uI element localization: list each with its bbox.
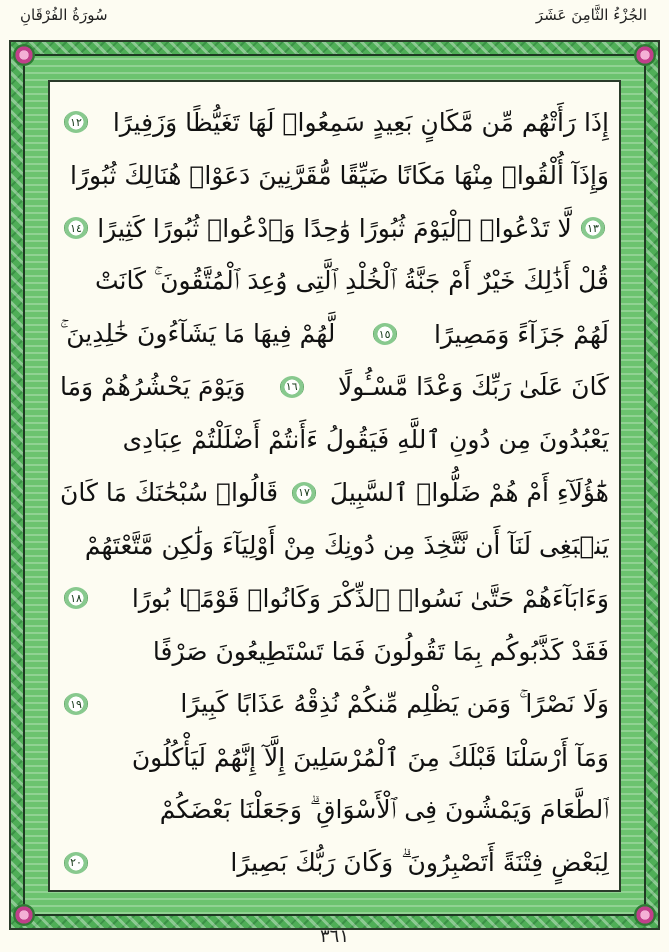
verse-text: هَٰٓؤُلَآءِ أَمْ هُمْ ضَلُّوا۟ ٱلسَّبِيلَ — [329, 478, 609, 508]
verse-line — [60, 466, 609, 519]
ayah-number-marker: ١٥ — [373, 323, 397, 345]
verse-line — [60, 731, 609, 784]
verse-text: يَنۢبَغِى لَنَآ أَن نَّتَّخِذَ مِن دُونِكَ مِنْ أَوْلِيَآءَ وَلَٰكِن مَّتَّعْتَهُمْ — [84, 531, 609, 561]
page-header — [0, 0, 669, 42]
verse-text: قَالُوا۟ سُبْحَٰنَكَ مَا كَانَ — [60, 478, 279, 508]
corner-flower-icon — [634, 44, 656, 66]
corner-flower-icon — [13, 44, 35, 66]
verse-line — [60, 96, 609, 149]
page-footer — [0, 926, 669, 952]
verse-line — [60, 519, 609, 572]
ayah-number-marker: ١٤ — [64, 217, 88, 239]
verse-text: وَيَوْمَ يَحْشُرُهُمْ وَمَا — [60, 372, 246, 402]
surah-name: سُورَةُ الفُرْقَانِ — [20, 6, 108, 24]
verse-text: كَانَ عَلَىٰ رَبِّكَ وَعْدًا مَّسْـُٔولًا — [337, 372, 609, 402]
verse-line — [60, 202, 609, 255]
verse-text: لِبَعْضٍ فِتْنَةً أَتَصْبِرُونَ ۗ وَكَانَ رَبُّكَ بَصِيرًا — [230, 847, 609, 877]
verse-text: لَّهُمْ فِيهَا مَا يَشَآءُونَ خَٰلِدِينَ ۚ — [60, 319, 336, 348]
verse-line — [60, 308, 609, 361]
ayah-number-marker: ١٧ — [292, 482, 316, 504]
corner-flower-icon — [13, 904, 35, 926]
verse-text: يَعْبُدُونَ مِن دُونِ ٱللَّهِ فَيَقُولُ ءَأَنتُمْ أَضْلَلْتُمْ عِبَادِى — [122, 425, 609, 455]
verse-text: قُلْ أَذَٰلِكَ خَيْرٌ أَمْ جَنَّةُ ٱلْخُلْدِ ٱلَّتِى وُعِدَ ٱلْمُتَّقُونَ ۚ كَانَتْ — [94, 266, 609, 296]
juz-name: الجُزْءُ الثَّامِنَ عَشَرَ — [535, 6, 647, 24]
ayah-number-marker: ١٦ — [280, 376, 304, 398]
verse-line — [60, 413, 609, 466]
verse-text: وَإِذَآ أُلْقُوا۟ مِنْهَا مَكَانًا ضَيِّقًا مُّقَرَّنِينَ دَعَوْا۟ هُنَالِكَ ثُبُورًا — [70, 160, 609, 190]
verse-text: إِذَا رَأَتْهُم مِّن مَّكَانٍ بَعِيدٍ سَمِعُوا۟ لَهَا تَغَيُّظًا وَزَفِيرًا — [112, 107, 609, 137]
verse-line — [60, 149, 609, 202]
verse-text: وَلَا نَصْرًا ۚ وَمَن يَظْلِم مِّنكُمْ نُذِقْهُ عَذَابًا كَبِيرًا — [180, 689, 609, 719]
corner-flower-icon — [634, 904, 656, 926]
verse-line — [60, 678, 609, 731]
verse-line — [60, 572, 609, 625]
verse-line — [60, 255, 609, 308]
page-number: ٣٦١ — [319, 926, 349, 947]
verse-lines — [60, 96, 609, 880]
verse-line — [60, 836, 609, 889]
ayah-number-marker: ١٢ — [64, 111, 88, 133]
verse-text: وَمَآ أَرْسَلْنَا قَبْلَكَ مِنَ ٱلْمُرْسَلِينَ إِلَّآ إِنَّهُمْ لَيَأْكُلُونَ — [131, 742, 609, 772]
ayah-number-marker: ١٩ — [64, 693, 88, 715]
verse-text: فَقَدْ كَذَّبُوكُم بِمَا تَقُولُونَ فَمَا تَسْتَطِيعُونَ صَرْفًا — [152, 636, 609, 666]
ayah-number-marker: ١٣ — [581, 217, 605, 239]
text-page — [48, 80, 621, 892]
verse-line — [60, 360, 609, 413]
ayah-number-marker: ٢٠ — [64, 852, 88, 874]
verse-line — [60, 784, 609, 837]
verse-text: لَهُمْ جَزَآءً وَمَصِيرًا — [433, 319, 609, 349]
verse-line — [60, 625, 609, 678]
verse-text: ٱلطَّعَامَ وَيَمْشُونَ فِى ٱلْأَسْوَاقِ ۗ وَجَعَلْنَا بَعْضَكُمْ — [159, 795, 609, 825]
ayah-number-marker: ١٨ — [64, 587, 88, 609]
verse-text: لَّا تَدْعُوا۟ ٱلْيَوْمَ ثُبُورًا وَٰحِدًا وَٱدْعُوا۟ ثُبُورًا كَثِيرًا — [97, 213, 572, 243]
verse-text: وَءَابَآءَهُمْ حَتَّىٰ نَسُوا۟ ٱلذِّكْرَ وَكَانُوا۟ قَوْمًۢا بُورًا — [131, 583, 609, 613]
